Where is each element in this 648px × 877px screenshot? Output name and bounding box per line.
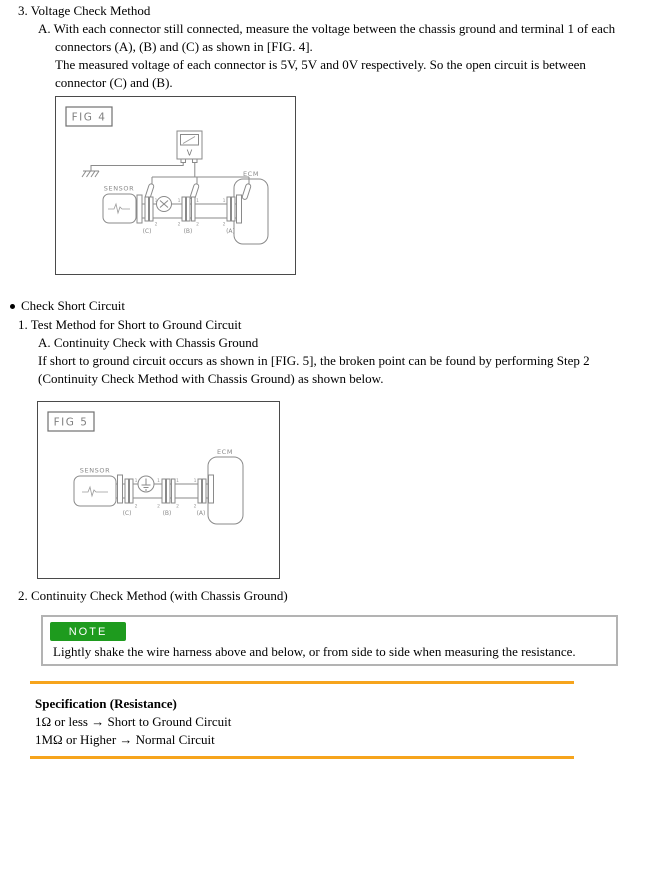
note-badge-label: NOTE [68, 625, 108, 638]
terminal-1-label: 1 [176, 479, 179, 484]
connector-b-label: (B) [162, 510, 172, 517]
connector-c-label: (C) [142, 228, 152, 235]
terminal-2-label: 2 [193, 504, 197, 510]
terminal-1-label: 1 [193, 479, 197, 484]
voltmeter-icon [177, 131, 202, 163]
short-circuit-line3: (Continuity Check Method with Chassis Ground) as shown below. [38, 371, 384, 386]
ecm-label: ECM [242, 170, 260, 178]
test-probe-icon-a [242, 183, 252, 200]
voltage-check-line2: connectors (A), (B) and (C) as shown in [FIG. 4]. [55, 39, 313, 54]
connector-b-label: (B) [183, 228, 193, 235]
connector-c-label: (C) [122, 510, 132, 517]
terminal-2-label: 2 [154, 222, 158, 228]
short-circuit-step-a: A. Continuity Check with Chassis Ground [38, 335, 259, 350]
terminal-1-label: 1 [222, 199, 226, 204]
sensor-label: SENSOR [79, 466, 111, 475]
bullet-icon [10, 304, 15, 309]
sensor-box [103, 185, 136, 224]
fig4-label: FIG 4 [71, 111, 107, 124]
section-heading-voltage-check: 3. Voltage Check Method [18, 3, 151, 18]
sensor-label: SENSOR [103, 184, 135, 193]
section-heading-check-short-circuit: Check Short Circuit [21, 298, 125, 313]
figure-4 [55, 96, 296, 275]
voltage-check-line3: The measured voltage of each connector is 5V, 5V and 0V respectively. So the open circuit is between [55, 57, 586, 72]
sensor-waveform-icon [108, 204, 130, 213]
wire-harness [116, 475, 214, 503]
chassis-ground-icon [82, 171, 99, 177]
figure-5-diagram [38, 402, 279, 578]
connector-labels [123, 510, 206, 517]
specification-line2: 1MΩ or Higher → Normal Circuit [35, 732, 215, 747]
voltage-check-line4: connector (C) and (B). [55, 75, 173, 90]
short-circuit-item1: 1. Test Method for Short to Ground Circuit [18, 317, 242, 332]
terminal-1-label: 1 [154, 199, 158, 204]
figure-4-diagram [56, 97, 295, 274]
specification-title: Specification (Resistance) [35, 696, 177, 711]
terminal-1-label: 1 [177, 199, 181, 204]
terminal-2-label: 2 [196, 222, 199, 228]
sensor-box [74, 467, 116, 507]
terminal-1-label: 1 [134, 479, 138, 484]
terminal-1-label: 1 [157, 479, 160, 484]
terminal-2-label: 2 [176, 504, 179, 510]
sensor-waveform-icon [82, 487, 108, 496]
voltmeter-v-label: V [186, 148, 193, 158]
specification-line1: 1Ω or less → Short to Ground Circuit [35, 714, 232, 729]
terminal-2-label: 2 [177, 222, 181, 228]
orange-rule-bottom [30, 756, 574, 759]
fig5-label: FIG 5 [53, 416, 89, 429]
orange-rule-top [30, 681, 574, 684]
figure-5 [37, 401, 280, 579]
continuity-check-heading: 2. Continuity Check Method (with Chassis Ground) [18, 588, 288, 603]
note-box [41, 615, 618, 666]
short-to-ground-icon [138, 476, 154, 492]
terminal-2-label: 2 [222, 222, 226, 228]
open-circuit-break-icon [154, 197, 172, 212]
terminal-1-label: 1 [196, 199, 199, 204]
connector-labels [143, 228, 235, 235]
terminal-2-label: 2 [157, 504, 160, 510]
ecm-label: ECM [216, 448, 234, 456]
note-badge [50, 622, 126, 641]
wire-harness [136, 195, 242, 223]
fig5-label-box [48, 412, 94, 431]
short-circuit-line2: If short to ground circuit occurs as shown in [FIG. 5], the broken point can be found by performing Step 2 [38, 353, 590, 368]
voltmeter-leads [91, 163, 249, 185]
fig4-label-box [66, 107, 112, 126]
connector-a-label: (A) [226, 228, 235, 235]
connector-a-label: (A) [196, 510, 206, 517]
voltage-check-step-a: A. With each connector still connected, measure the voltage between the chassis ground and terminal 1 of each [38, 21, 616, 36]
terminal-2-label: 2 [134, 504, 138, 510]
note-text: Lightly shake the wire harness above and below, or from side to side when measuring the resistance. [53, 644, 576, 659]
